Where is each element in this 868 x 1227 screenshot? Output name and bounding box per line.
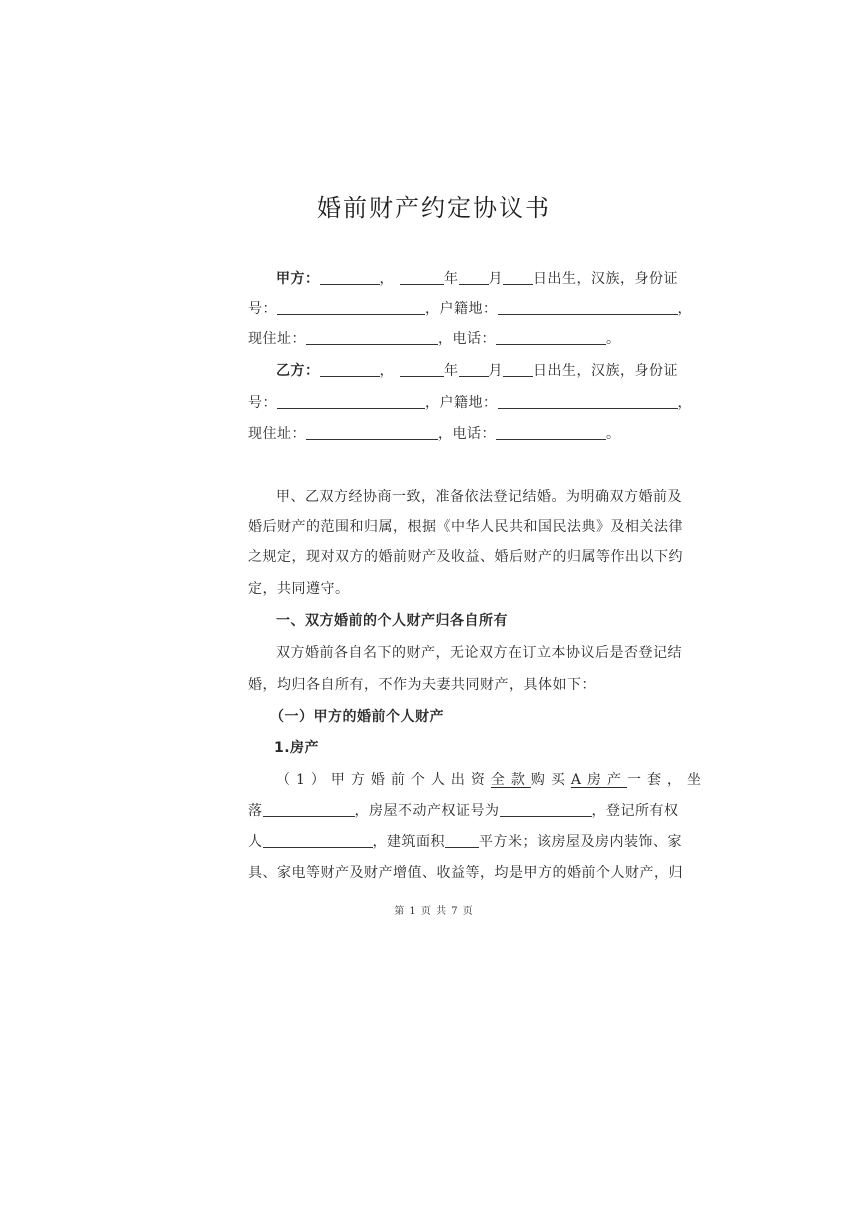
clause-1-line-2 — [248, 800, 688, 822]
owner-label: ，登记所有权 — [591, 803, 679, 819]
section-1-heading: 一、双方婚前的个人财产归各自所有 — [276, 613, 508, 629]
blank-id — [277, 394, 425, 409]
phone-label: ，电话： — [438, 331, 496, 347]
clause-1-line-1 — [248, 769, 708, 791]
id-prefix: 号： — [248, 395, 277, 411]
party-a-line-1 — [248, 268, 716, 290]
clause-prefix: （1）甲方婚前个人出资 — [276, 772, 491, 788]
comma: ， — [677, 301, 692, 317]
party-a-line-3 — [248, 328, 688, 350]
blank-location — [263, 802, 355, 817]
blank-household — [498, 394, 678, 409]
section-1-body-line: 双方婚前各自名下的财产，无论双方在订立本协议后是否登记结 — [276, 645, 682, 661]
blank-phone — [496, 425, 606, 440]
phone-label: ，电话： — [438, 426, 496, 442]
comma: ， — [379, 271, 394, 287]
full-payment: 全款 — [490, 772, 531, 788]
intro-line: 甲、乙双方经协商一致，准备依法登记结婚。为明确双方婚前及 — [276, 489, 682, 505]
blank-day — [503, 362, 533, 377]
blank-phone — [496, 330, 606, 345]
blank-address — [306, 330, 438, 345]
address-label: 现住址： — [248, 331, 306, 347]
blank-cert — [500, 802, 592, 817]
subsection-1-heading: （一）甲方的婚前个人财产 — [270, 709, 444, 725]
area-suffix: 平方米；该房屋及房内装饰、家 — [479, 834, 682, 850]
household-label: ，户籍地： — [425, 395, 498, 411]
party-b-line-3 — [248, 423, 688, 445]
year-text: 年 — [444, 271, 459, 287]
party-a-line-2 — [248, 298, 692, 320]
page-footer: 第 1 页 共 7 页 — [394, 906, 474, 917]
party-b-line-1 — [248, 360, 716, 382]
year-text: 年 — [444, 363, 459, 379]
intro-line: 之规定，现对双方的婚前财产及收益、婚后财产的归属等作出以下约 — [248, 549, 683, 565]
blank-month — [459, 362, 489, 377]
blank-address — [306, 425, 438, 440]
blank-year — [400, 270, 444, 285]
blank-name — [320, 362, 380, 377]
comma: ， — [677, 395, 692, 411]
clause-1-line-3 — [248, 831, 688, 853]
period: 。 — [606, 331, 621, 347]
buy-text: 购买 — [530, 772, 571, 788]
area-label: ，建筑面积 — [372, 834, 445, 850]
birth-text: 日出生，汉族，身份证 — [533, 271, 678, 287]
document-title: 婚前财产约定协议书 — [317, 194, 551, 222]
blank-area — [445, 833, 479, 848]
id-prefix: 号： — [248, 301, 277, 317]
period: 。 — [606, 426, 621, 442]
blank-name — [320, 270, 380, 285]
section-1-body-line: 婚，均归各自所有，不作为夫妻共同财产，具体如下： — [248, 677, 596, 693]
blank-day — [503, 270, 533, 285]
household-label: ，户籍地： — [425, 301, 498, 317]
intro-line: 定，共同遵守。 — [248, 581, 350, 597]
month-text: 月 — [488, 363, 503, 379]
address-label: 现住址： — [248, 426, 306, 442]
house-name: A房产 — [570, 772, 628, 788]
cert-label: ，房屋不动产权证号为 — [354, 803, 500, 819]
party-a-label: 甲方： — [276, 271, 320, 287]
party-b-label: 乙方： — [276, 363, 320, 379]
clause-suffix: 一套，坐 — [627, 772, 708, 788]
party-b-line-2 — [248, 392, 692, 414]
blank-owner — [263, 833, 373, 848]
blank-year — [400, 362, 444, 377]
blank-household — [498, 300, 678, 315]
month-text: 月 — [488, 271, 503, 287]
item-1-heading: 1.房产 — [274, 740, 320, 756]
blank-id — [277, 300, 425, 315]
comma: ， — [379, 363, 394, 379]
intro-line: 婚后财产的范围和归属，根据《中华人民共和国民法典》及相关法律 — [248, 519, 683, 535]
clause-1-line-4: 具、家电等财产及财产增值、收益等，均是甲方的婚前个人财产，归 — [248, 865, 683, 881]
owner-label-end: 人 — [248, 834, 263, 850]
location-label: 落 — [248, 803, 263, 819]
blank-month — [459, 270, 489, 285]
birth-text: 日出生，汉族，身份证 — [533, 363, 678, 379]
